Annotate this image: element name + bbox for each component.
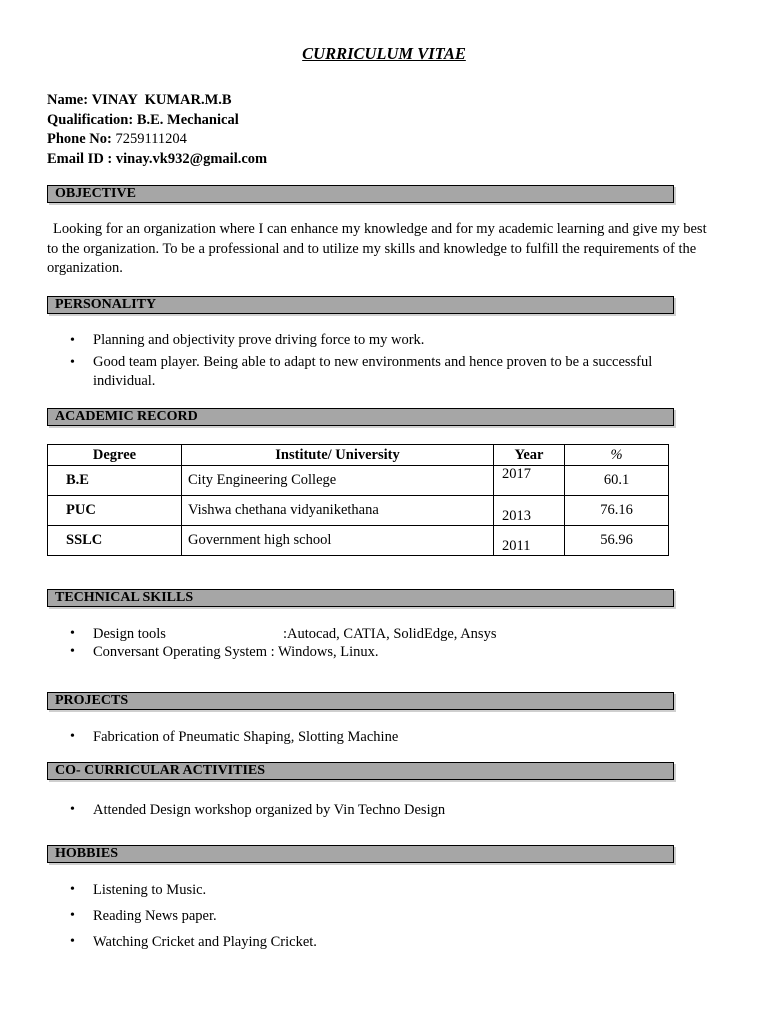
hobbies-header: HOBBIES (47, 845, 674, 863)
email-line (47, 150, 267, 170)
table-header-row (48, 445, 669, 466)
year-cell: 2017 (494, 466, 565, 496)
phone-label: Phone No: (47, 131, 112, 147)
cocurricular-header: CO- CURRICULAR ACTIVITIES (47, 762, 674, 780)
institute-cell: Vishwa chethana vidyanikethana (182, 496, 494, 526)
list-item: • Watching Cricket and Playing Cricket. (70, 933, 710, 951)
phone-line (47, 130, 267, 150)
projects-header: PROJECTS (47, 692, 674, 710)
degree-cell: PUC (48, 496, 182, 526)
column-header-institute: Institute/ University (182, 445, 494, 466)
list-item: • Listening to Music. (70, 881, 710, 899)
percent-cell: 76.16 (565, 496, 669, 526)
email-value: vinay.vk932@gmail.com (115, 150, 268, 167)
name-line (47, 91, 267, 111)
cocurricular-list (70, 801, 710, 819)
list-item: • Fabrication of Pneumatic Shaping, Slotting Machine (70, 728, 710, 746)
table-row (48, 466, 669, 496)
list-item (70, 625, 710, 643)
table-row (48, 496, 669, 526)
year-cell: 2013 (494, 496, 565, 526)
email-label: Email ID : (47, 150, 113, 167)
column-header-percent: % (565, 445, 669, 466)
hobbies-list (70, 881, 710, 951)
name-label: Name: (47, 92, 89, 108)
qualification-line (47, 111, 267, 131)
list-item: • Attended Design workshop organized by Vin Techno Design (70, 801, 710, 819)
percent-cell: 60.1 (565, 466, 669, 496)
projects-list (70, 728, 710, 746)
objective-header: OBJECTIVE (47, 185, 674, 203)
skill-label: Design tools (93, 626, 166, 642)
personal-info (47, 91, 267, 169)
year-cell: 2011 (494, 526, 565, 556)
phone-value: 7259111204 (115, 131, 187, 147)
percent-cell: 56.96 (565, 526, 669, 556)
academic-table (47, 444, 669, 556)
objective-text: Looking for an organization where I can enhance my knowledge and for my academic learning and give my best to the organization. To be a professional and to utilize my skills and knowledge to fulfill the requirements of the organization. (47, 221, 707, 276)
degree-cell: B.E (48, 466, 182, 496)
degree-cell: SSLC (48, 526, 182, 556)
personality-list (70, 331, 710, 392)
institute-cell: City Engineering College (182, 466, 494, 496)
table-row (48, 526, 669, 556)
name-value: VINAY KUMAR.M.B (91, 92, 232, 108)
personality-header: PERSONALITY (47, 296, 674, 314)
technical-skills-header: TECHNICAL SKILLS (47, 589, 674, 607)
document-title: CURRICULUM VITAE (302, 44, 466, 63)
skill-label: Conversant Operating System (93, 644, 267, 660)
column-header-degree: Degree (48, 445, 182, 466)
list-item: • Planning and objectivity prove driving force to my work. (70, 331, 710, 351)
institute-cell: Government high school (182, 526, 494, 556)
qualification-label: Qualification: (47, 111, 134, 128)
list-item (70, 643, 710, 661)
column-header-year: Year (494, 445, 565, 466)
list-item: • Reading News paper. (70, 907, 710, 925)
technical-skills-list (70, 625, 710, 661)
list-item: • Good team player. Being able to adapt to new environments and hence proven to be a successful individual. (70, 353, 710, 392)
academic-header: ACADEMIC RECORD (47, 408, 674, 426)
skill-value: : Windows, Linux. (270, 644, 379, 660)
qualification-value: B.E. Mechanical (136, 111, 239, 128)
skill-value: :Autocad, CATIA, SolidEdge, Ansys (283, 626, 497, 642)
